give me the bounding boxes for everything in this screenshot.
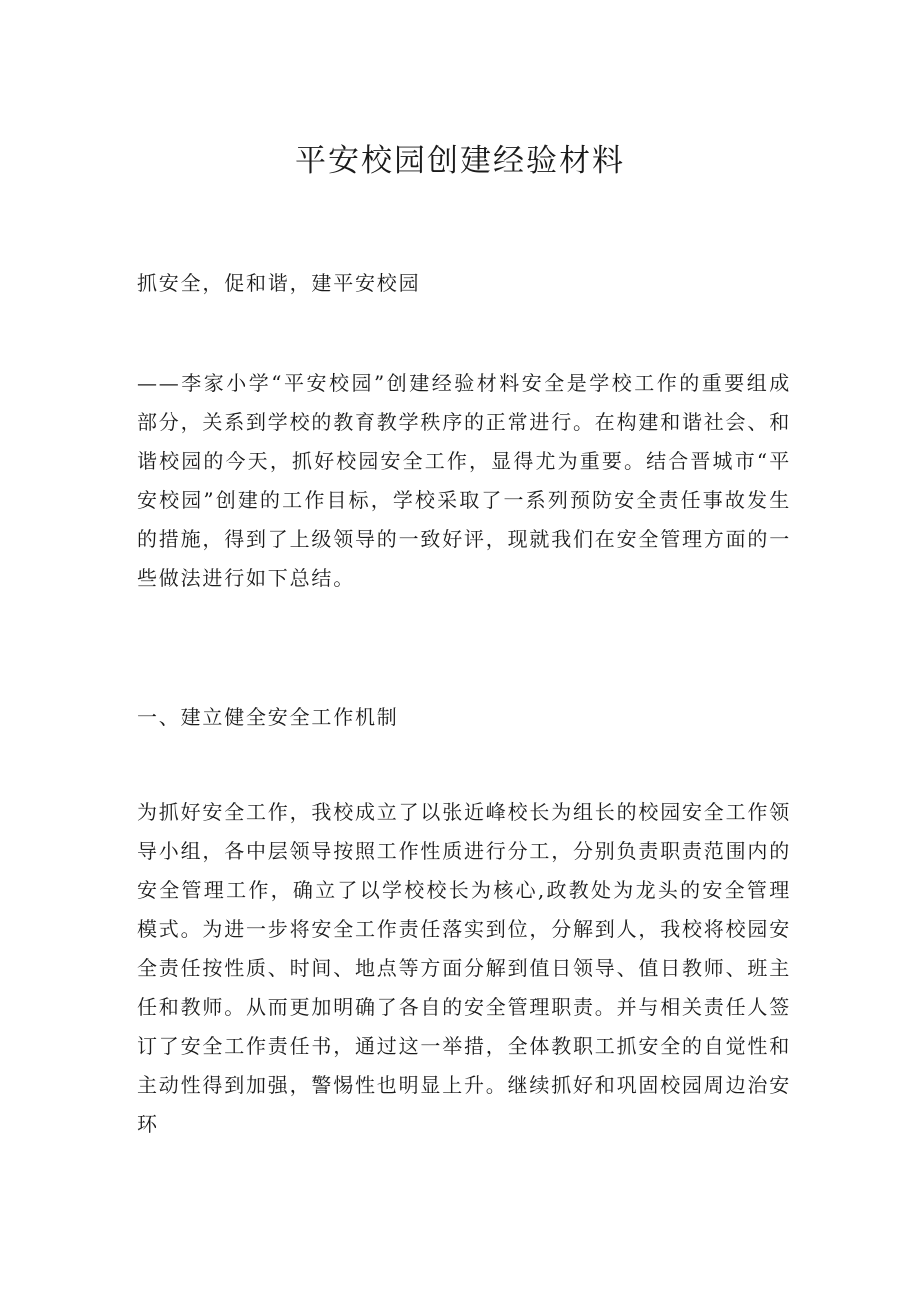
- document-subtitle: 抓安全，促和谐，建平安校园: [137, 271, 421, 295]
- document-title: 平安校园创建经验材料: [295, 143, 625, 179]
- section-heading: 一、建立健全安全工作机制: [137, 705, 399, 729]
- section-body-paragraph: 为抓好安全工作，我校成立了以张近峰校长为组长的校园安全工作领导小组，各中层领导按照工作性质进行分工，分别负责职责范围内的安全管理工作，确立了以学校校长为核心,政教处为龙头的安全管理模式。为进一步将安全工作责任落实到位，分解到人，我校将校园安全责任按性质、时间、地点等方面分解到值日领导、值日教师、班主任和教师。从而更加明确了各自的安全管理职责。并与相关责任人签订了安全工作责任书，通过这一举措，全体教职工抓安全的自觉性和主动性得到加强，警惕性也明显上升。继续抓好和巩固校园周边治安环: [137, 800, 791, 1136]
- intro-paragraph: ——李家小学“平安校园”创建经验材料安全是学校工作的重要组成部分，关系到学校的教育教学秩序的正常进行。在构建和谐社会、和谐校园的今天，抓好校园安全工作，显得尤为重要。结合晋城市“平安校园”创建的工作目标，学校采取了一系列预防安全责任事故发生的措施，得到了上级领导的一致好评，现就我们在安全管理方面的一些做法进行如下总结。: [137, 371, 791, 590]
